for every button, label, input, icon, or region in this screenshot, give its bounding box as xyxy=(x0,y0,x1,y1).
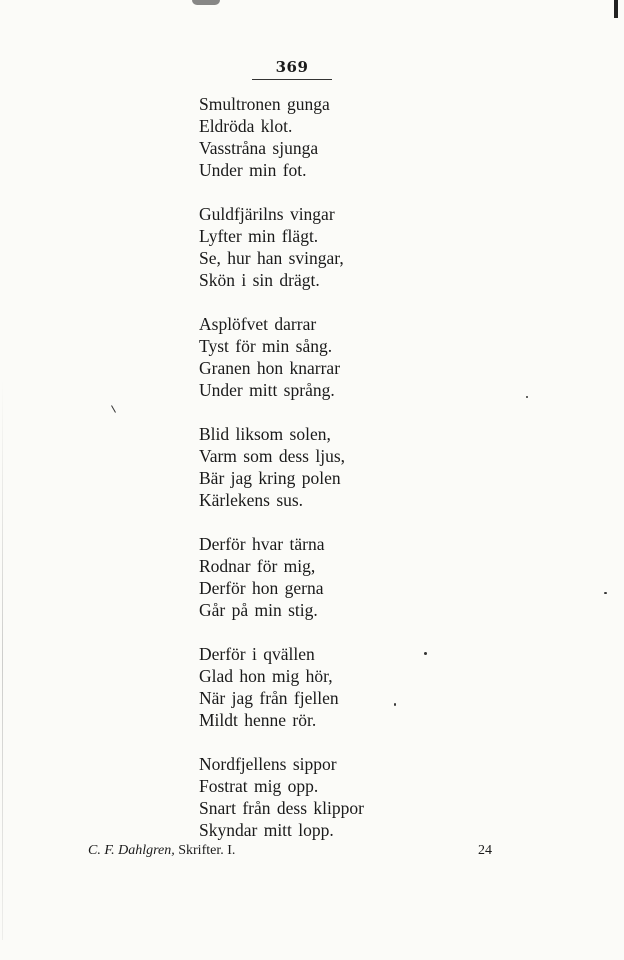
poem-line: Derför hon gerna xyxy=(199,578,324,598)
poem-line: Under min fot. xyxy=(199,160,307,180)
footer-author xyxy=(88,843,235,859)
poem-line: Bär jag kring polen xyxy=(199,468,341,488)
poem xyxy=(199,93,364,863)
page-number: 369 xyxy=(275,58,309,76)
poem-line: Derför i qvällen xyxy=(199,644,315,664)
stanza xyxy=(199,313,364,401)
poem-line: Rodnar för mig, xyxy=(199,556,316,576)
stanza xyxy=(199,643,364,731)
poem-line: Glad hon mig hör, xyxy=(199,666,333,686)
scan-smudge xyxy=(192,0,220,5)
stanza xyxy=(199,93,364,181)
poem-line: Kärlekens sus. xyxy=(199,490,304,510)
poem-line: Smultronen gunga xyxy=(199,94,330,114)
poem-line: Guldfjärilns vingar xyxy=(199,204,335,224)
work-title: Skrifter. I. xyxy=(178,843,236,858)
poem-line: Asplöfvet darrar xyxy=(199,314,317,334)
poem-line: Tyst för min sång. xyxy=(199,336,333,356)
stanza xyxy=(199,753,364,841)
poem-line: Mildt henne rör. xyxy=(199,710,317,730)
scan-speck xyxy=(604,592,607,594)
poem-line: Derför hvar tärna xyxy=(199,534,325,554)
scan-speck xyxy=(111,405,116,412)
poem-line: Nordfjellens sippor xyxy=(199,754,337,774)
poem-line: Går på min stig. xyxy=(199,600,318,620)
page-edge xyxy=(2,380,3,940)
poem-line: Lyfter min flägt. xyxy=(199,226,319,246)
scan-edge-mark xyxy=(614,0,618,18)
poem-line: När jag från fjellen xyxy=(199,688,339,708)
poem-line: Vasstråna sjunga xyxy=(199,138,319,158)
poem-line: Skyndar mitt lopp. xyxy=(199,820,334,840)
author-name: C. F. Dahlgren, xyxy=(88,843,175,858)
poem-line: Blid liksom solen, xyxy=(199,424,331,444)
poem-line: Under mitt språng. xyxy=(199,380,335,400)
scan-speck xyxy=(526,396,528,398)
poem-line: Skön i sin drägt. xyxy=(199,270,320,290)
stanza xyxy=(199,533,364,621)
poem-line: Fostrat mig opp. xyxy=(199,776,319,796)
poem-line: Se, hur han svingar, xyxy=(199,248,344,268)
poem-line: Granen hon knarrar xyxy=(199,358,341,378)
scan-speck xyxy=(394,703,396,706)
page-number-rule xyxy=(252,79,332,80)
poem-line: Varm som dess ljus, xyxy=(199,446,345,466)
poem-line: Eldröda klot. xyxy=(199,116,293,136)
signature-mark: 24 xyxy=(478,843,492,858)
poem-line: Snart från dess klippor xyxy=(199,798,364,818)
scan-speck xyxy=(424,652,427,655)
stanza xyxy=(199,203,364,291)
stanza xyxy=(199,423,364,511)
